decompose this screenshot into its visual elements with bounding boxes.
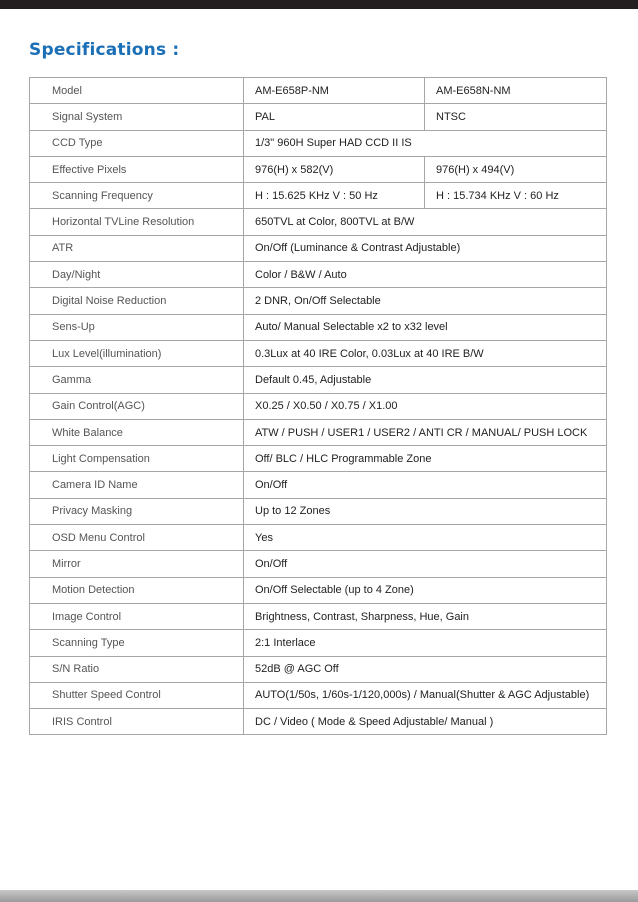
bottom-bar — [0, 890, 638, 902]
spec-label: White Balance — [30, 419, 244, 445]
table-row — [30, 130, 607, 156]
table-row — [30, 288, 607, 314]
spec-label: Gamma — [30, 367, 244, 393]
spec-value: Up to 12 Zones — [244, 498, 607, 524]
spec-label: Camera ID Name — [30, 472, 244, 498]
table-row — [30, 367, 607, 393]
spec-value: ATW / PUSH / USER1 / USER2 / ANTI CR / MANUAL/ PUSH LOCK — [244, 419, 607, 445]
table-row — [30, 340, 607, 366]
spec-value: PAL — [244, 104, 425, 130]
spec-label: ATR — [30, 235, 244, 261]
spec-value: H : 15.734 KHz V : 60 Hz — [425, 183, 607, 209]
spec-label: Image Control — [30, 603, 244, 629]
spec-label: Mirror — [30, 551, 244, 577]
spec-value: AM-E658N-NM — [425, 78, 607, 104]
spec-value: 2 DNR, On/Off Selectable — [244, 288, 607, 314]
spec-label: Light Compensation — [30, 446, 244, 472]
spec-label: Scanning Type — [30, 630, 244, 656]
spec-value: On/Off — [244, 551, 607, 577]
spec-label: Horizontal TVLine Resolution — [30, 209, 244, 235]
spec-value: 976(H) x 582(V) — [244, 156, 425, 182]
spec-table-body — [30, 78, 607, 735]
spec-value: 1/3" 960H Super HAD CCD II IS — [244, 130, 607, 156]
spec-value: Off/ BLC / HLC Programmable Zone — [244, 446, 607, 472]
table-row — [30, 656, 607, 682]
spec-label: Lux Level(illumination) — [30, 340, 244, 366]
page-title: Specifications : — [29, 40, 180, 60]
table-row — [30, 104, 607, 130]
table-row — [30, 551, 607, 577]
spec-label: IRIS Control — [30, 709, 244, 735]
table-row — [30, 419, 607, 445]
spec-value: 976(H) x 494(V) — [425, 156, 607, 182]
table-row — [30, 393, 607, 419]
spec-value: Yes — [244, 525, 607, 551]
table-row — [30, 78, 607, 104]
spec-label: Model — [30, 78, 244, 104]
spec-label: Effective Pixels — [30, 156, 244, 182]
spec-value: AUTO(1/50s, 1/60s-1/120,000s) / Manual(Shutter & AGC Adjustable) — [244, 682, 607, 708]
table-row — [30, 156, 607, 182]
table-row — [30, 472, 607, 498]
table-row — [30, 446, 607, 472]
spec-value: On/Off — [244, 472, 607, 498]
table-row — [30, 262, 607, 288]
top-bar — [0, 0, 638, 9]
spec-value: 52dB @ AGC Off — [244, 656, 607, 682]
spec-label: CCD Type — [30, 130, 244, 156]
spec-label: OSD Menu Control — [30, 525, 244, 551]
spec-label: S/N Ratio — [30, 656, 244, 682]
spec-value: 2:1 Interlace — [244, 630, 607, 656]
spec-value: Default 0.45, Adjustable — [244, 367, 607, 393]
spec-label: Privacy Masking — [30, 498, 244, 524]
table-row — [30, 709, 607, 735]
spec-value: 0.3Lux at 40 IRE Color, 0.03Lux at 40 IRE B/W — [244, 340, 607, 366]
spec-value: X0.25 / X0.50 / X0.75 / X1.00 — [244, 393, 607, 419]
table-row — [30, 525, 607, 551]
spec-value: NTSC — [425, 104, 607, 130]
table-row — [30, 682, 607, 708]
spec-value: On/Off (Luminance & Contrast Adjustable) — [244, 235, 607, 261]
spec-value: Color / B&W / Auto — [244, 262, 607, 288]
spec-label: Sens-Up — [30, 314, 244, 340]
spec-value: AM-E658P-NM — [244, 78, 425, 104]
table-row — [30, 314, 607, 340]
table-row — [30, 235, 607, 261]
spec-label: Digital Noise Reduction — [30, 288, 244, 314]
spec-label: Shutter Speed Control — [30, 682, 244, 708]
spec-label: Motion Detection — [30, 577, 244, 603]
spec-label: Gain Control(AGC) — [30, 393, 244, 419]
table-row — [30, 630, 607, 656]
table-row — [30, 498, 607, 524]
spec-table — [29, 77, 607, 735]
spec-value: DC / Video ( Mode & Speed Adjustable/ Manual ) — [244, 709, 607, 735]
spec-value: Auto/ Manual Selectable x2 to x32 level — [244, 314, 607, 340]
spec-value: Brightness, Contrast, Sharpness, Hue, Gain — [244, 603, 607, 629]
spec-label: Signal System — [30, 104, 244, 130]
spec-value: 650TVL at Color, 800TVL at B/W — [244, 209, 607, 235]
spec-value: H : 15.625 KHz V : 50 Hz — [244, 183, 425, 209]
table-row — [30, 209, 607, 235]
table-row — [30, 577, 607, 603]
table-row — [30, 603, 607, 629]
spec-label: Scanning Frequency — [30, 183, 244, 209]
table-row — [30, 183, 607, 209]
spec-value: On/Off Selectable (up to 4 Zone) — [244, 577, 607, 603]
spec-label: Day/Night — [30, 262, 244, 288]
